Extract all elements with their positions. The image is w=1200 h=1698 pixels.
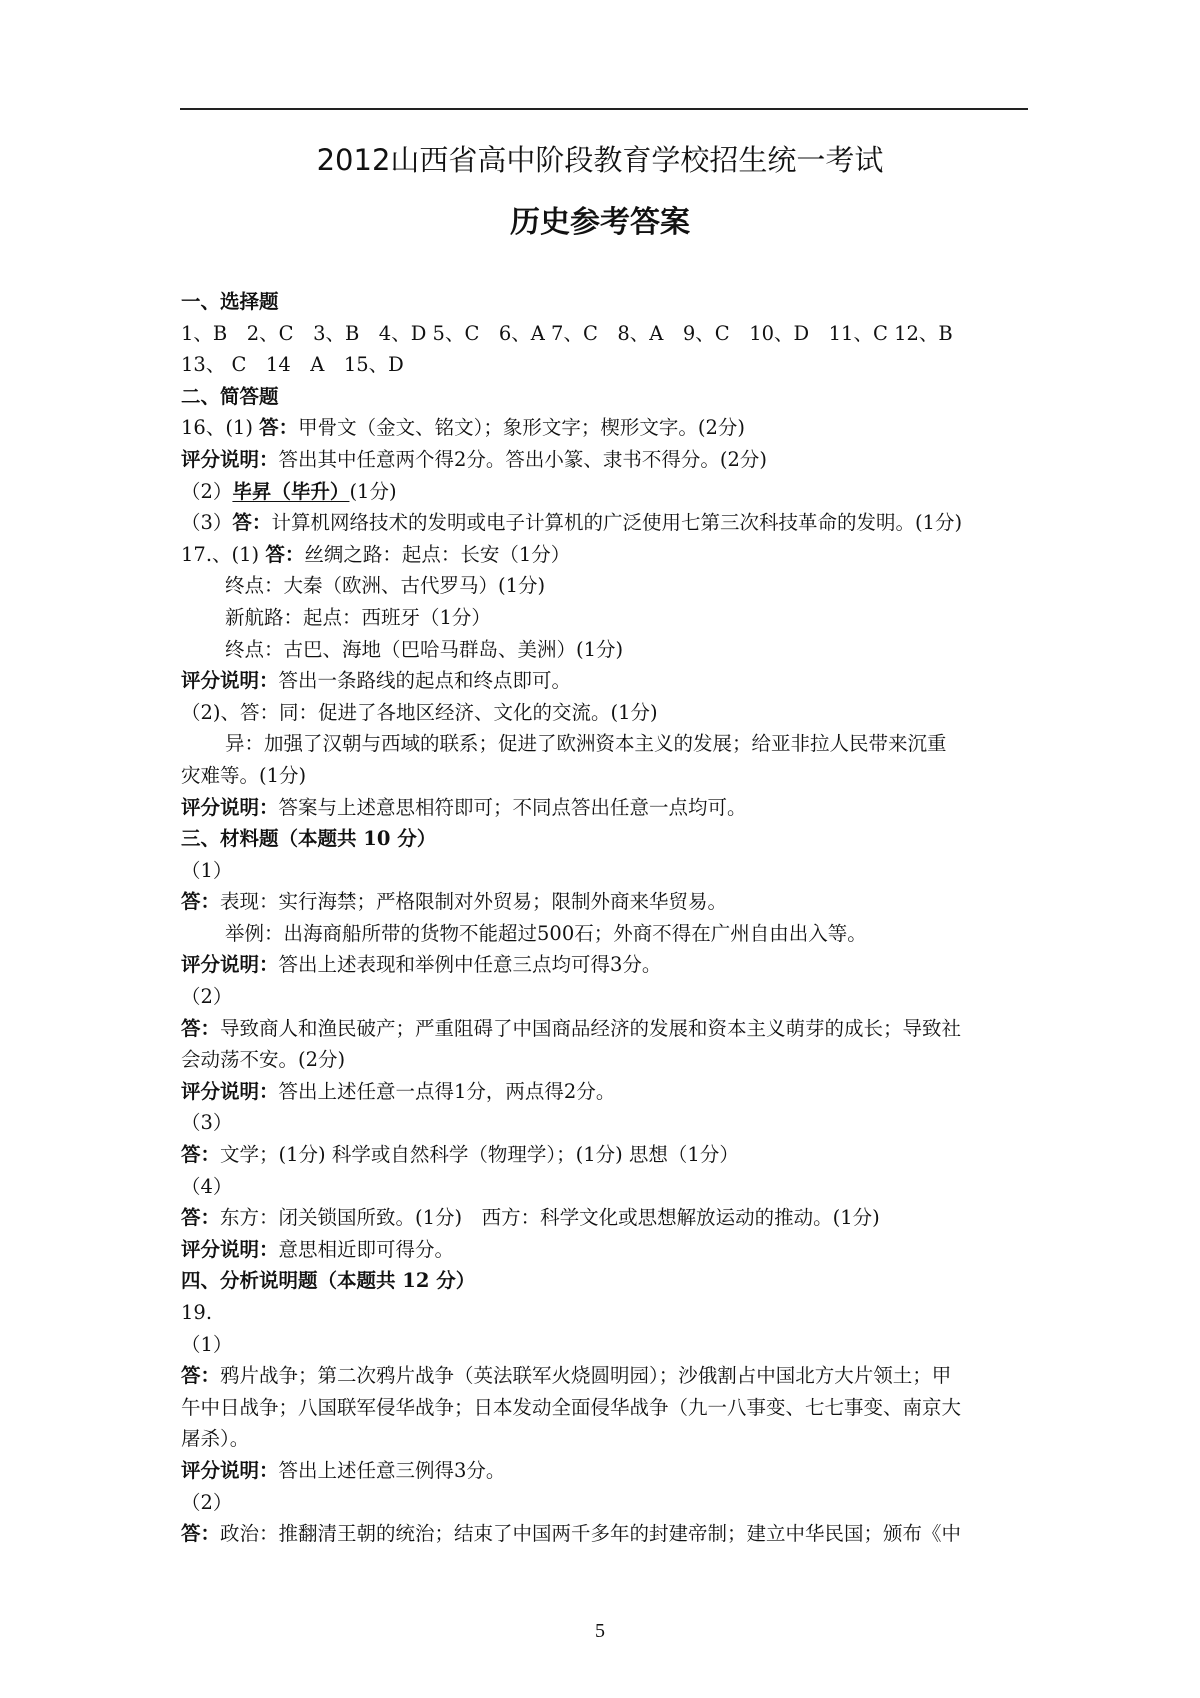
answer-label: 答： [181,1016,221,1040]
answer-line: 异：加强了汉朝与西域的联系；促进了欧洲资本主义的发展；给亚非拉人民带来沉重 [225,732,947,756]
answer-line [181,476,1031,508]
scoring-note-text: 答出上述表现和举例中任意三点均可得3分。 [278,953,662,977]
scoring-note [181,792,1031,824]
answer-text: 文学；(1分) 科学或自然科学（物理学）；(1分) 思想（1分） [220,1143,739,1167]
header-rule [180,108,1028,110]
exam-title: 2012山西省高中阶段教育学校招生统一考试 [316,143,884,177]
scoring-note-text: 答出上述任意一点得1分，两点得2分。 [278,1079,616,1103]
answer-label: 答： [181,1364,221,1388]
section-heading: 四、分析说明题（本题共 12 分） [181,1269,476,1293]
answer-line: 灾难等。(1分) [181,763,307,787]
answer-text: 政治：推翻清王朝的统治；结束了中国两千多年的封建帝制；建立中华民国；颁布《中 [220,1522,962,1546]
question-number: 19. [181,1301,213,1324]
answer-score: (1分) [349,479,397,503]
answer-body [181,286,1031,1550]
answer-line [181,1360,1031,1392]
answer-text: 鸦片战争；第二次鸦片战争（英法联军火烧圆明园）；沙俄割占中国北方大片领土；甲 [220,1364,952,1388]
answer-line [181,1013,1031,1045]
answer-line: （2)、答：同：促进了各地区经济、文化的交流。(1分) [181,700,658,724]
scoring-note-text: 答出上述任意三例得3分。 [278,1458,506,1482]
answer-line [181,886,1031,918]
scoring-note [181,1234,1031,1266]
answer-label: 答： [232,511,272,535]
answer-label: 答： [181,1206,221,1230]
answer-line [181,1518,1031,1550]
answer-line: 终点：大秦（欧洲、古代罗马）(1分) [225,574,546,598]
scoring-note-label: 评分说明： [181,795,279,819]
sub-question-number: （1） [181,1332,233,1356]
scoring-note-label: 评分说明： [181,1237,279,1261]
sub-question-number: （2） [181,985,233,1009]
answer-label: 答： [259,416,299,440]
underlined-answer: 毕昇（毕升） [232,479,350,503]
sub-question-number: （1） [181,858,233,882]
answer-line [181,412,1031,444]
answer-line: 屠杀）。 [181,1427,250,1451]
scoring-note [181,1076,1031,1108]
answer-text: 导致商人和渔民破产；严重阻碍了中国商品经济的发展和资本主义萌芽的成长；导致社 [220,1016,962,1040]
sub-question-number: （4） [181,1174,233,1198]
scoring-note-text: 答出一条路线的起点和终点即可。 [278,669,572,693]
section-heading: 一、选择题 [181,290,279,313]
scoring-note-text: 答出其中任意两个得2分。答出小篆、隶书不得分。(2分) [278,447,768,471]
scoring-note-text: 意思相近即可得分。 [278,1237,455,1261]
section-heading: 二、简答题 [181,384,279,408]
answer-line: 终点：古巴、海地（巴哈马群岛、美洲）(1分) [225,637,624,661]
answer-line [181,1139,1031,1171]
answer-label: 答： [181,1522,221,1546]
answer-label: 答： [265,542,305,566]
answer-text: 甲骨文（金文、铭文）；象形文字；楔形文字。(2分) [298,416,746,440]
answer-line: 新航路：起点：西班牙（1分） [225,605,491,629]
scoring-note-label: 评分说明： [181,447,279,471]
scoring-note-text: 答案与上述意思相符即可；不同点答出任意一点均可。 [278,795,747,819]
answer-key-title: 历史参考答案 [510,205,690,240]
answer-label: 答： [181,1143,221,1167]
scoring-note-label: 评分说明： [181,1458,279,1482]
answer-line [181,1202,1031,1234]
answer-line [181,507,1031,539]
page-number: 5 [595,1620,605,1642]
answer-line: 会动荡不安。(2分) [181,1048,346,1072]
answer-label: 答： [181,890,221,914]
answer-line: 1、B 2、C 3、B 4、D 5、C 6、A 7、C 8、A 9、C 10、D 11、C 12、B [181,321,953,345]
question-number: （2） [181,479,233,503]
answer-text: 丝绸之路：起点：长安（1分） [304,542,571,566]
scoring-note [181,665,1031,697]
section-heading: 三、材料题（本题共 10 分） [181,827,437,851]
scoring-note [181,444,1031,476]
question-number: （3） [181,511,233,535]
answer-text: 计算机网络技术的发明或电子计算机的广泛使用七第三次科技革命的发明。(1分) [271,511,963,535]
answer-line: 举例：出海商船所带的货物不能超过500石；外商不得在广州自由出入等。 [225,921,867,945]
scoring-note-label: 评分说明： [181,953,279,977]
question-number: 17.、(1) [181,542,266,566]
scoring-note [181,949,1031,981]
scoring-note-label: 评分说明： [181,1079,279,1103]
answer-line: 午中日战争；八国联军侵华战争；日本发动全面侵华战争（九一八事变、七七事变、南京大 [181,1395,962,1419]
answer-line [181,539,1031,571]
sub-question-number: （2） [181,1490,233,1514]
answer-line: 13、 C 14 A 15、D [181,353,404,377]
scoring-note [181,1455,1031,1487]
sub-question-number: （3） [181,1111,233,1135]
answer-text: 东方：闭关锁国所致。(1分) 西方：科学文化或思想解放运动的推动。(1分) [220,1206,880,1230]
answer-text: 表现：实行海禁；严格限制对外贸易；限制外商来华贸易。 [220,890,728,914]
scoring-note-label: 评分说明： [181,669,279,693]
question-number: 16、(1) [181,416,260,440]
